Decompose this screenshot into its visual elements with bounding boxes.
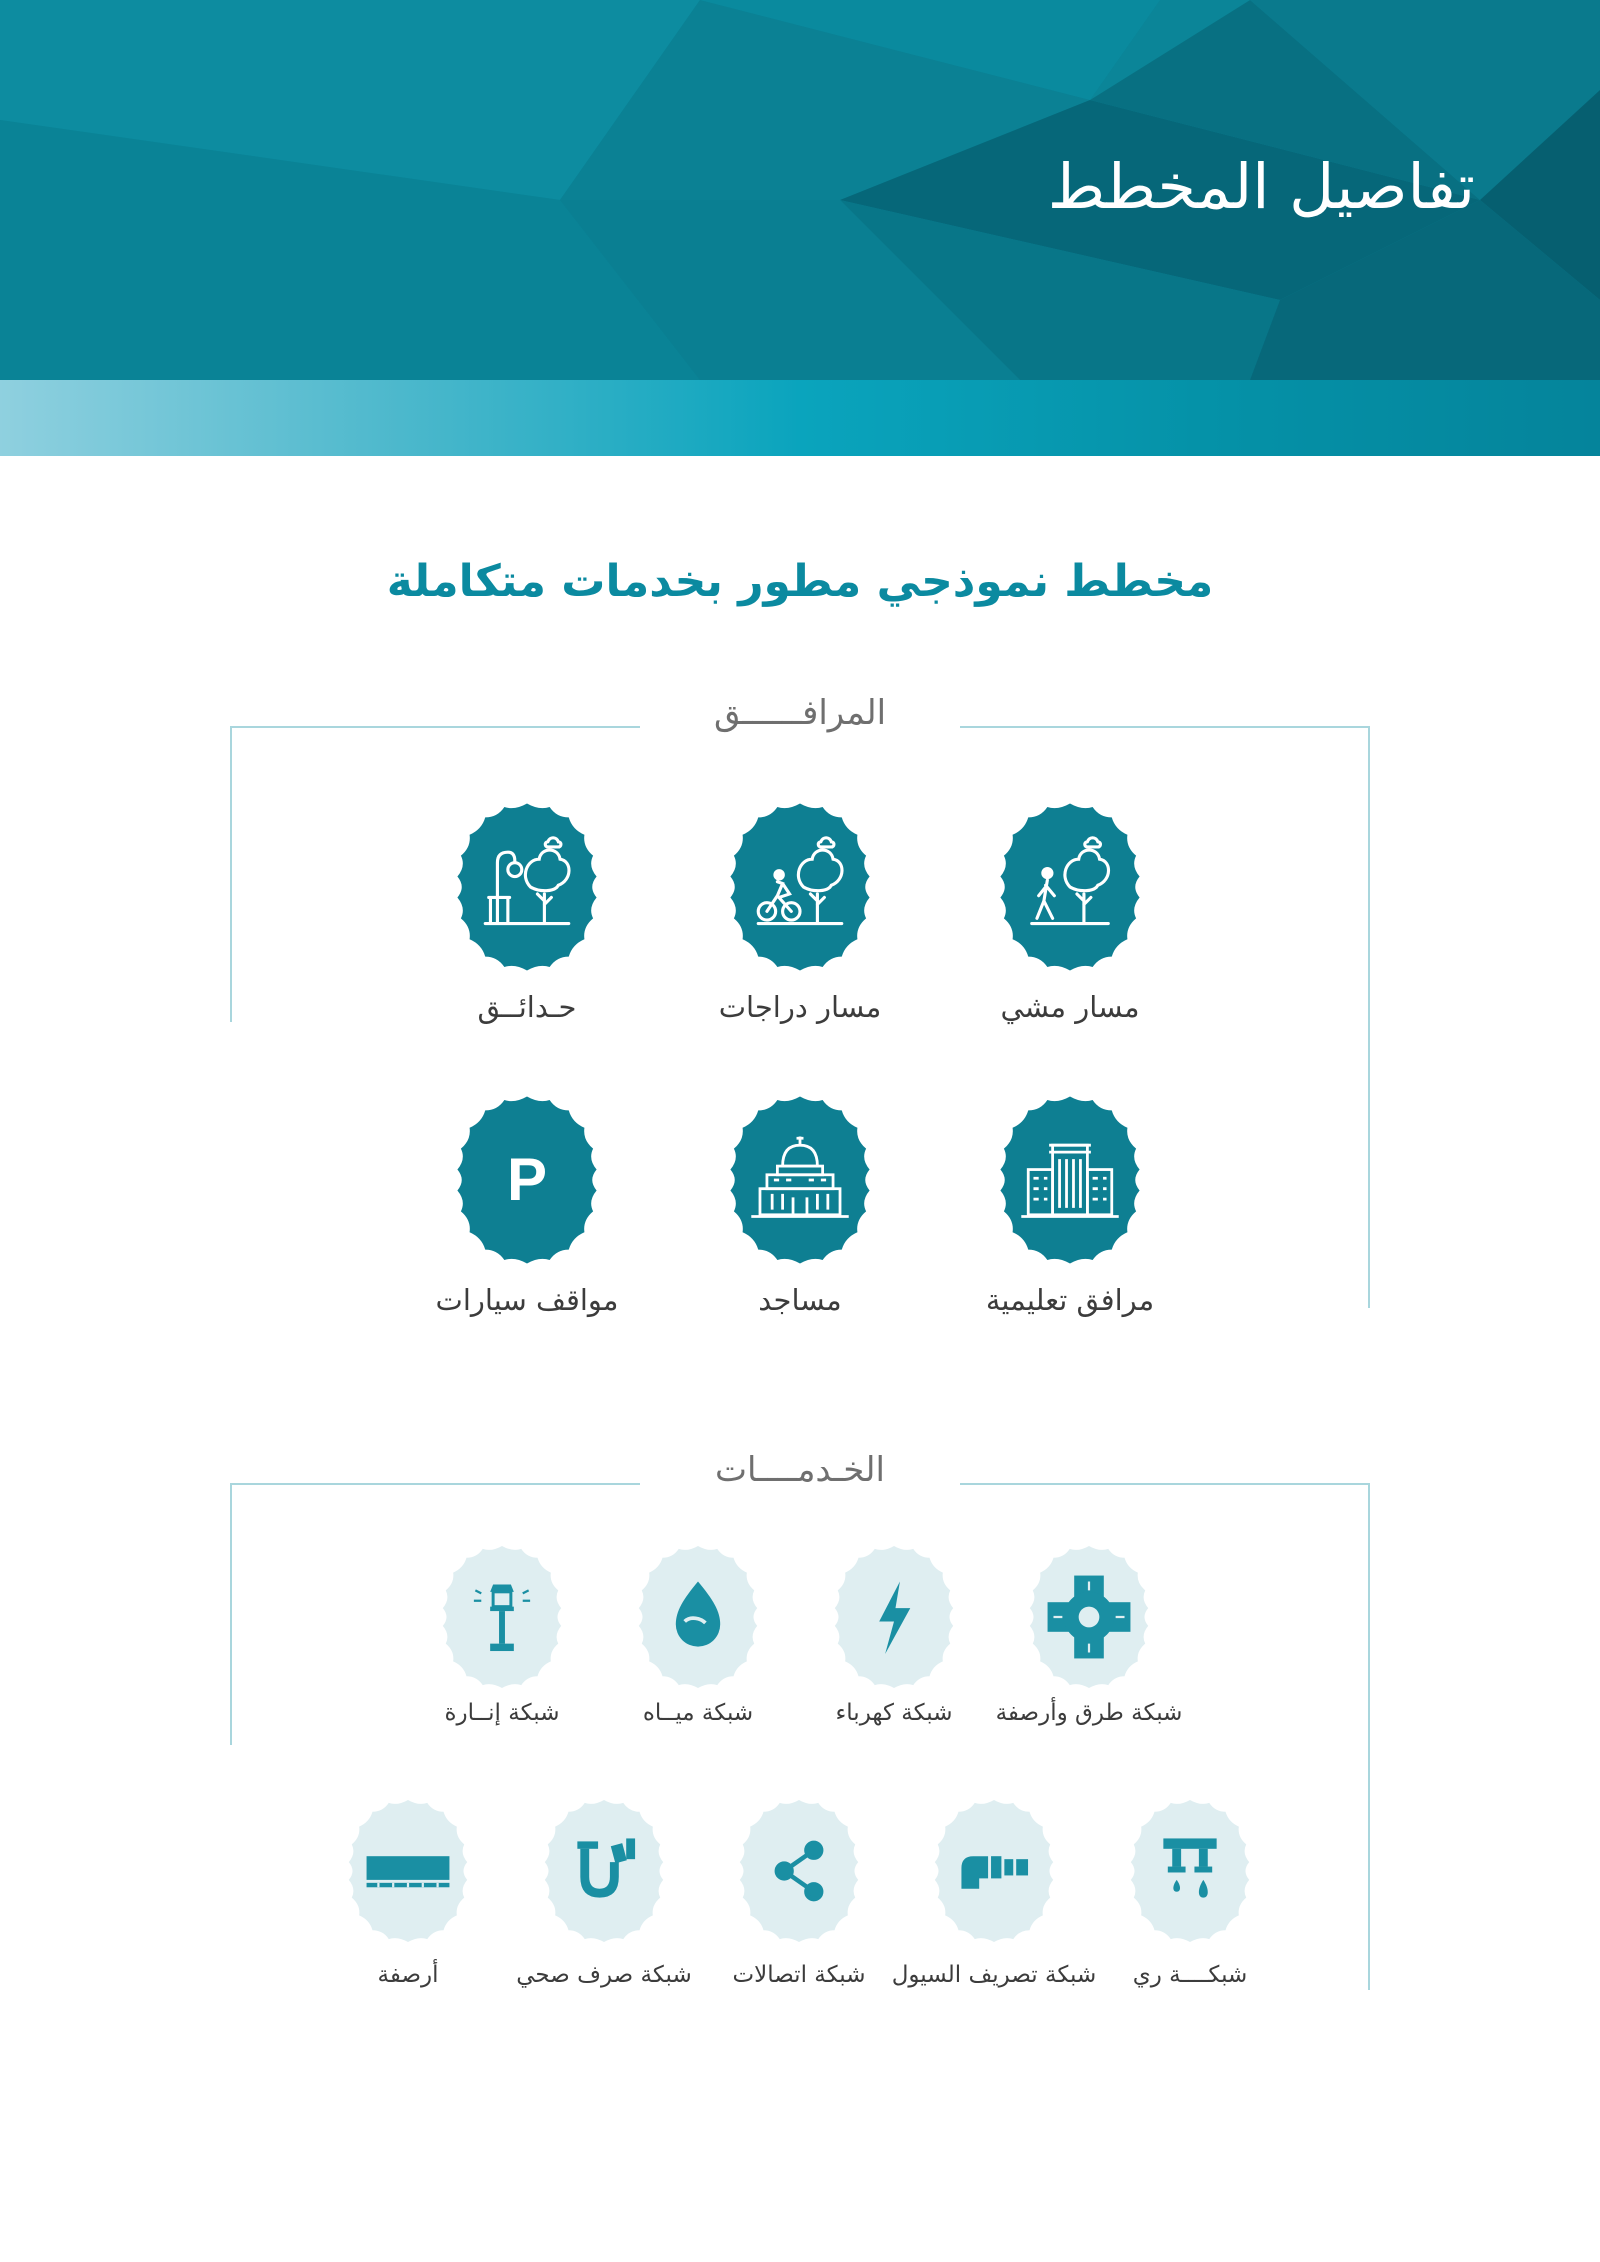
facility-label-mosques: مساجد: [758, 1283, 842, 1317]
service-label-sidewalks: أرصفة: [377, 1962, 439, 1988]
facility-badge-parking: [440, 1093, 614, 1267]
service-badge-lighting: [428, 1543, 576, 1691]
service-badge-telecom: [725, 1797, 873, 1945]
service-badge-roads: [1015, 1543, 1163, 1691]
facility-badge-mosque: [713, 1093, 887, 1267]
facility-badge-bike-path: [713, 800, 887, 974]
service-badge-sewage: [530, 1797, 678, 1945]
service-label-water: شبكة ميــاه: [642, 1700, 754, 1726]
facility-label-bike-path: مسار دراجات: [718, 990, 882, 1024]
parking-icon: P: [506, 1146, 548, 1213]
facility-label-walking-path: مسار مشي: [1000, 990, 1140, 1024]
service-badge-sidewalks: [334, 1797, 482, 1945]
service-badge-irrigation: [1116, 1797, 1264, 1945]
facility-label-parking: مواقف سيارات: [435, 1283, 619, 1317]
page-subtitle: مخطط نموذجي مطور بخدمات متكاملة: [386, 556, 1214, 607]
service-badge-drainage: [920, 1797, 1068, 1945]
facility-badge-parks: [440, 800, 614, 974]
service-label-irrigation: شبكــــة ري: [1132, 1962, 1248, 1988]
service-label-drainage: شبكة تصريف السيول: [891, 1962, 1097, 1988]
facility-label-parks: حـدائــق: [477, 990, 577, 1024]
header-gradient-bar: [0, 380, 1600, 456]
service-label-lighting: شبكة إنــارة: [444, 1700, 560, 1726]
service-label-electricity: شبكة كهرباء: [835, 1700, 953, 1726]
service-label-sewage: شبكة صرف صحي: [516, 1962, 692, 1988]
service-label-telecom: شبكة اتصالات: [732, 1962, 866, 1988]
service-label-roads: شبكة طرق وأرصفة: [995, 1700, 1183, 1726]
service-badge-water: [624, 1543, 772, 1691]
facility-badge-education: [983, 1093, 1157, 1267]
service-badge-electricity: [820, 1543, 968, 1691]
facility-badge-walking-path: [983, 800, 1157, 974]
services-title: الخـدمــــات: [715, 1450, 885, 1490]
facility-label-education: مرافق تعليمية: [985, 1283, 1155, 1317]
facilities-title: المرافــــــق: [713, 693, 887, 733]
page-title: تفاصيل المخطط: [1047, 150, 1475, 223]
